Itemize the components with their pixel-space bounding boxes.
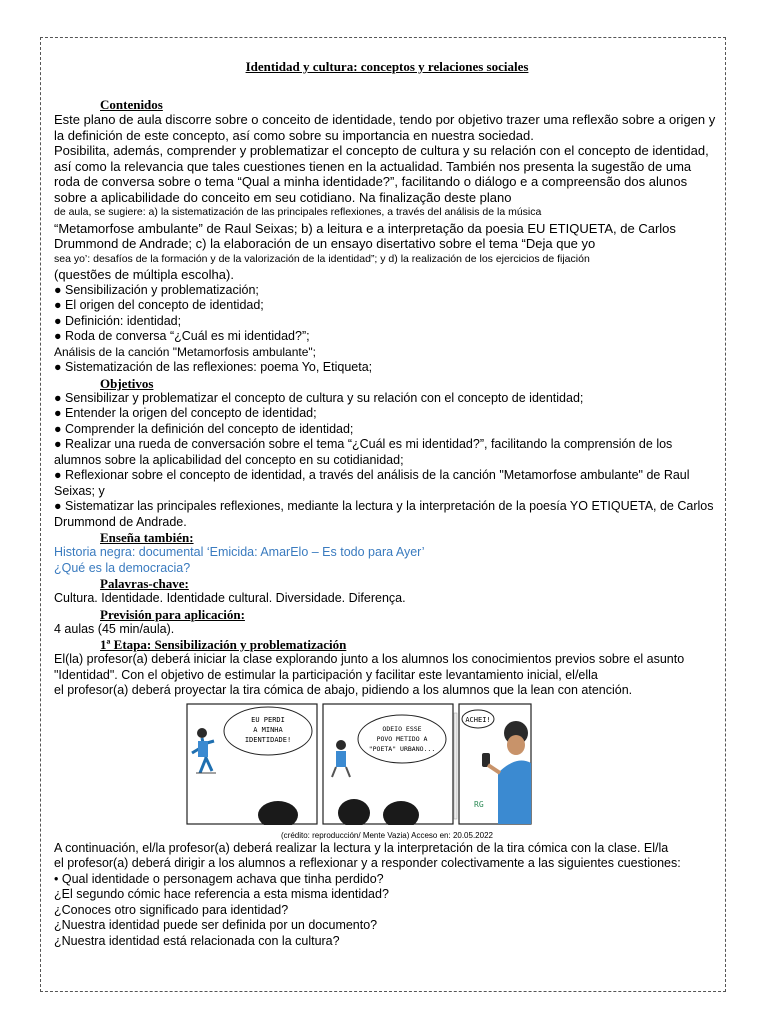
contenidos-paragraph-1: Este plano de aula discorre sobre o conceito de identidade, tendo por objetivo trazer uma reflexão sobre a origen y la definición de este concepto, así como sobre su importancia en nuestra sociedad. [54, 112, 716, 143]
contenidos-paragraph-4: (questões de múltipla escolha). [54, 267, 234, 282]
comic-strip [186, 703, 532, 825]
objective-item: ● Realizar una rueda de conversación sobre el tema “¿Cuál es mi identidad?”, facilitando la comprensión de los alumnos sobre la aplicabilidad del concepto en su cotidianidad; [54, 437, 673, 467]
contenidos-paragraph-3: “Metamorfose ambulante” de Raul Seixas; b) a leitura e a interpretação da poesia EU ETIQUETA, de Carlos Drummond de Andrade; c) la elaboración de un ensayo disertativo sobre el tema “Deja que yo [54, 220, 676, 251]
comic-credit: (crédito: reproducción/ Mente Vazia) Acceso en: 20.05.2022 [281, 830, 493, 840]
etapa1-paragraph-2-small: A continuación, el/la profesor(a) deberá realizar la lectura y la interpretación de la tira cómica con la clase. El/la [54, 840, 669, 855]
heading-contenidos: Contenidos [100, 97, 163, 112]
link-amarelo[interactable]: Historia negra: documental ‘Emicida: AmarElo – Es todo para Ayer’ [54, 545, 425, 559]
question-item: ¿Nuestra identidad está relacionada con la cultura? [54, 933, 340, 948]
comic-bubble3-text: ACHEI! [465, 715, 491, 724]
link-democracia[interactable]: ¿Qué es la democracia? [54, 560, 191, 575]
etapa1-paragraph-1-small: el profesor(a) deberá proyectar la tira cómica de abajo, pidiendo a los alumnos que la lean con atención. [54, 683, 633, 697]
heading-palavras: Palavras-chave: [100, 576, 189, 591]
list-item: ● Definición: identidad; [54, 313, 182, 328]
question-item: ¿El segundo cómic hace referencia a esta misma identidad? [54, 887, 389, 901]
comic-strip-drawing [186, 703, 532, 825]
etapa1-paragraph-1: El(la) profesor(a) deberá iniciar la clase explorando junto a los alumnos los conocimientos previos sobre el asunto "Identidad". Con el objetivo de estimular la participación y facilitar este levantamiento inicial, el/ella [54, 652, 685, 682]
prevision-text: 4 aulas (45 min/aula). [54, 621, 175, 636]
list-item: ● El origen del concepto de identidad; [54, 298, 264, 312]
question-item: ¿Conoces otro significado para identidad? [54, 902, 289, 917]
heading-etapa1: 1ª Etapa: Sensibilización y problematización [100, 637, 347, 652]
objective-item: ● Comprender la definición del concepto de identidad; [54, 421, 354, 436]
contenidos-paragraph-2-small: de aula, se sugiere: a) la sistematización de las principales reflexiones, a través del análisis de la música [54, 206, 542, 218]
objective-item: ● Entender la origen del concepto de identidad; [54, 406, 317, 420]
list-item-analisis: Análisis de la canción "Metamorfosis ambulante"; [54, 344, 316, 359]
list-item-sistematizacion: ● Sistematización de las reflexiones: poema Yo, Etiqueta; [54, 360, 373, 374]
comic-bubble1-line: IDENTIDADE! [244, 735, 292, 744]
comic-bubble1-line: EU PERDI [251, 715, 285, 724]
list-item: ● Roda de conversa “¿Cuál es mi identidad?”; [54, 329, 310, 343]
comic-bubble2-line: "POETA" URBANO... [368, 744, 436, 753]
heading-prevision: Previsión para aplicación: [100, 606, 245, 622]
keywords: Cultura. Identidade. Identidade cultural. Diversidade. Diferença. [54, 591, 406, 605]
question-item: • Qual identidade o personagem achava que tinha perdido? [54, 871, 384, 886]
objective-item: ● Reflexionar sobre el concepto de identidad, a través del análisis de la canción "Metamorfose ambulante" de Raul Seixas; y [54, 468, 690, 498]
question-item: ¿Nuestra identidad puede ser definida por un documento? [54, 918, 378, 932]
objective-item: ● Sensibilizar y problematizar el concepto de cultura y su relación con el concepto de identidad; [54, 390, 584, 405]
list-item: ● Sensibilización y problematización; [54, 282, 259, 297]
document-body [54, 59, 720, 949]
comic-bubble2-line: POVO METIDO A [376, 734, 428, 743]
comic-rg-card: RG [474, 799, 484, 809]
comic-bubble2-line: ODEIO ESSE [382, 724, 422, 733]
heading-objetivos: Objetivos [100, 375, 154, 391]
comic-bubble1-line: A MINHA [253, 725, 283, 734]
heading-ensena: Enseña también: [100, 530, 194, 545]
objective-item: ● Sistematizar las principales reflexiones, mediante la lectura y la interpretación de la poesía YO ETIQUETA, de Carlos Drummond de Andrade. [54, 499, 714, 529]
contenidos-paragraph-3-small: sea yo’: desafíos de la formación y de la valorización de la identidad”; y d) la realización de los ejercicios de fijación [54, 252, 590, 265]
document-title: Identidad y cultura: conceptos y relaciones sociales [245, 59, 529, 74]
etapa1-paragraph-2: el profesor(a) deberá dirigir a los alumnos a reflexionar y a responder colectivamente a las siguientes cuestiones: [54, 856, 681, 870]
contenidos-paragraph-2: Posibilita, además, comprender y problematizar el concepto de cultura y su relación con el concepto de identidad, así como la relevancia que tales cuestiones tienen en la actualidad. También nos presenta la sugestão de uma roda de conversa sobre o tema “Qual a minha identidade?”, facilitando o diálogo e a compreensão dos alunos sobre a aplicabilidade do conceito em seu cotidiano. Na finalização deste plano [54, 143, 709, 205]
